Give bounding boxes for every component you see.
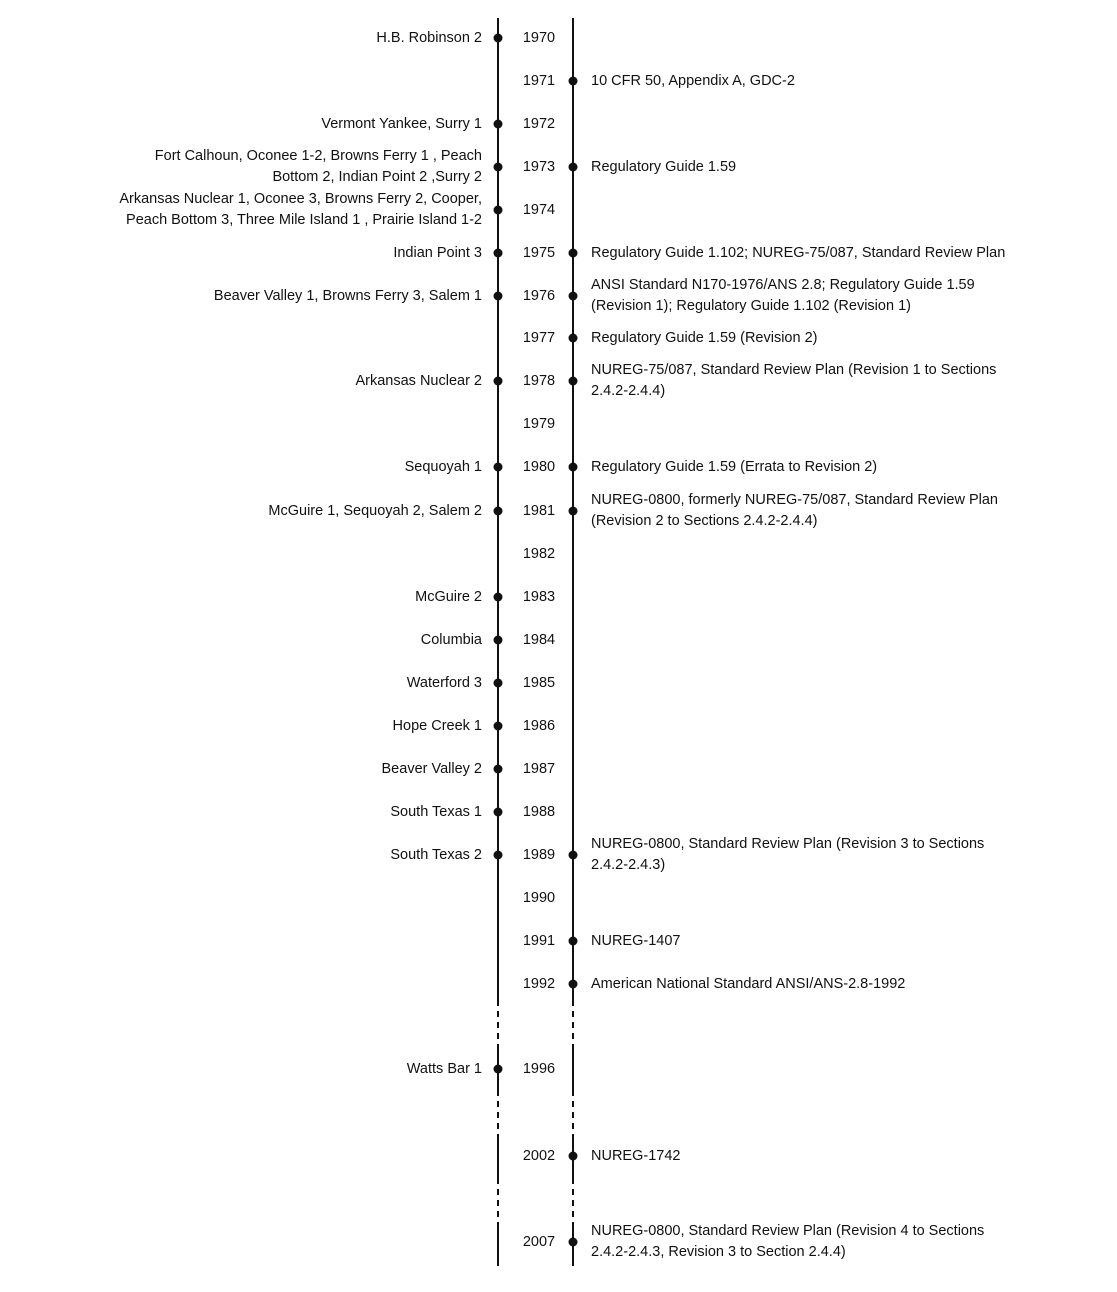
regulation-label-1976: ANSI Standard N170-1976/ANS 2.8; Regulatory Guide 1.59 (Revision 1); Regulatory Guide 1.102 (Revision 1): [591, 277, 975, 314]
plant-label-1985: Waterford 3: [406, 674, 482, 691]
regulation-label-2007: NUREG-0800, Standard Review Plan (Revision 4 to Sections 2.4.2-2.4.3, Revision 3 to Section 2.4.4): [591, 1223, 985, 1260]
plant-marker-1976: [494, 292, 503, 301]
year-label: 1986: [522, 717, 556, 734]
regulation-marker-1991: [569, 937, 578, 946]
year-label: 1976: [522, 287, 556, 304]
plant-marker-1988: [494, 808, 503, 817]
plant-label-1987: Beaver Valley 2: [381, 760, 482, 777]
plant-marker-1972: [494, 120, 503, 129]
regulation-marker-1977: [569, 334, 578, 343]
year-label: 2007: [522, 1233, 556, 1250]
regulation-marker-1976: [569, 292, 578, 301]
regulation-marker-1975: [569, 249, 578, 258]
plant-marker-1974: [494, 206, 503, 215]
plant-label-1989: South Texas 2: [390, 846, 482, 863]
plant-label-1974: Arkansas Nuclear 1, Oconee 3, Browns Ferry 2, Cooper, Peach Bottom 3, Three Mile Island 1 , Prairie Island 1-2: [119, 191, 482, 228]
regulation-marker-1980: [569, 463, 578, 472]
year-label: 1980: [522, 458, 556, 475]
regulation-label-1977: Regulatory Guide 1.59 (Revision 2): [591, 329, 818, 346]
year-label: 1978: [522, 372, 556, 389]
plant-label-1980: Sequoyah 1: [404, 458, 482, 475]
regulation-label-1980: Regulatory Guide 1.59 (Errata to Revision 2): [591, 458, 878, 475]
regulation-marker-2002: [569, 1152, 578, 1161]
plant-marker-1975: [494, 249, 503, 258]
year-label: 1971: [522, 72, 556, 89]
plant-marker-1987: [494, 765, 503, 774]
plant-label-1996: Watts Bar 1: [406, 1060, 482, 1077]
year-label: 1984: [522, 631, 556, 648]
year-label: 1975: [522, 244, 556, 261]
plant-label-1970: H.B. Robinson 2: [376, 29, 482, 46]
year-label: 1992: [522, 975, 556, 992]
plant-label-1975: Indian Point 3: [393, 244, 482, 261]
plant-label-1981: McGuire 1, Sequoyah 2, Salem 2: [268, 502, 482, 519]
plant-marker-1983: [494, 593, 503, 602]
year-label: 1982: [522, 545, 556, 562]
year-label: 1996: [522, 1060, 556, 1077]
regulation-marker-1992: [569, 980, 578, 989]
regulation-label-1989: NUREG-0800, Standard Review Plan (Revision 3 to Sections 2.4.2-2.4.3): [591, 836, 985, 873]
regulation-label-1991: NUREG-1407: [591, 932, 681, 949]
regulation-label-1992: American National Standard ANSI/ANS-2.8-1992: [591, 975, 906, 992]
plant-label-1986: Hope Creek 1: [392, 717, 482, 734]
year-label: 1987: [522, 760, 556, 777]
regulation-marker-1971: [569, 77, 578, 86]
regulation-marker-1981: [569, 507, 578, 516]
plant-label-1978: Arkansas Nuclear 2: [355, 372, 482, 389]
year-label: 1990: [522, 889, 556, 906]
plant-label-1983: McGuire 2: [415, 588, 482, 605]
year-label: 1981: [522, 502, 556, 519]
plant-marker-1996: [494, 1065, 503, 1074]
regulation-label-1973: Regulatory Guide 1.59: [591, 158, 737, 175]
plant-label-1976: Beaver Valley 1, Browns Ferry 3, Salem 1: [213, 287, 482, 304]
regulation-label-1978: NUREG-75/087, Standard Review Plan (Revision 1 to Sections 2.4.2-2.4.4): [591, 362, 997, 399]
year-label: 2002: [522, 1147, 556, 1164]
year-label: 1972: [522, 115, 556, 132]
year-label: 1974: [522, 201, 556, 218]
plant-label-1972: Vermont Yankee, Surry 1: [321, 115, 482, 132]
plant-label-1984: Columbia: [420, 631, 482, 648]
plant-marker-1986: [494, 722, 503, 731]
year-label: 1989: [522, 846, 556, 863]
plant-marker-1970: [494, 34, 503, 43]
plant-marker-1980: [494, 463, 503, 472]
regulation-label-1975: Regulatory Guide 1.102; NUREG-75/087, Standard Review Plan: [591, 244, 1006, 261]
plant-marker-1985: [494, 679, 503, 688]
year-label: 1985: [522, 674, 556, 691]
plant-label-1973: Fort Calhoun, Oconee 1-2, Browns Ferry 1 , Peach Bottom 2, Indian Point 2 ,Surry 2: [154, 148, 482, 185]
regulation-label-1981: NUREG-0800, formerly NUREG-75/087, Standard Review Plan (Revision 2 to Sections 2.4.2-2.4.4): [591, 492, 998, 529]
plant-marker-1978: [494, 377, 503, 386]
regulation-marker-1978: [569, 377, 578, 386]
year-label: 1977: [522, 329, 556, 346]
regulation-marker-2007: [569, 1238, 578, 1247]
plant-marker-1984: [494, 636, 503, 645]
plant-marker-1989: [494, 851, 503, 860]
year-label: 1988: [522, 803, 556, 820]
year-label: 1979: [522, 415, 556, 432]
regulation-label-2002: NUREG-1742: [591, 1147, 681, 1164]
plant-marker-1981: [494, 507, 503, 516]
regulation-marker-1989: [569, 851, 578, 860]
year-label: 1991: [522, 932, 556, 949]
plant-marker-1973: [494, 163, 503, 172]
year-label: 1983: [522, 588, 556, 605]
regulation-marker-1973: [569, 163, 578, 172]
regulation-label-1971: 10 CFR 50, Appendix A, GDC-2: [591, 72, 795, 89]
year-label: 1970: [522, 29, 556, 46]
year-label: 1973: [522, 158, 556, 175]
plant-label-1988: South Texas 1: [390, 803, 482, 820]
